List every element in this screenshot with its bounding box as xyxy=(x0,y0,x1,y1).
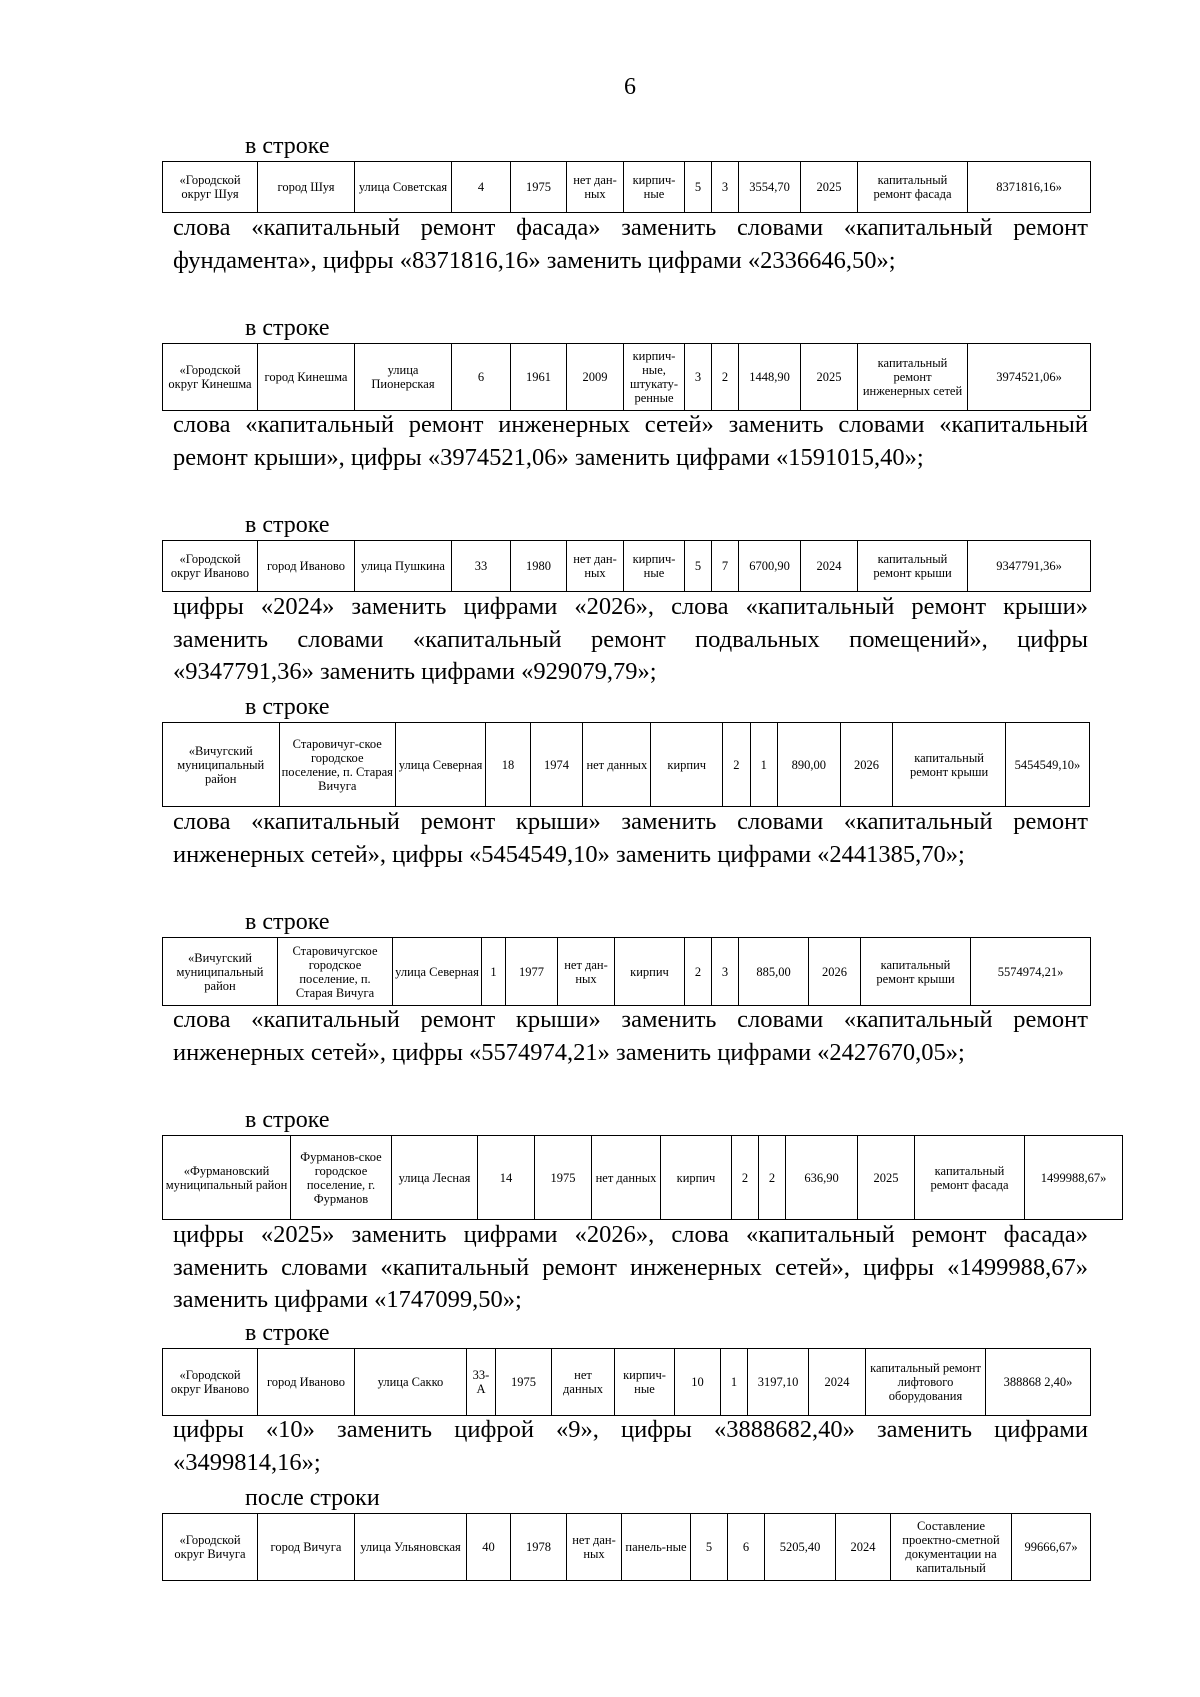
amendment-row-table xyxy=(162,540,1091,592)
cell-year-built: 1977 xyxy=(506,938,558,1006)
cell-work-type: капитальный ремонт фасада xyxy=(858,162,968,213)
cell-wall-material: кирпич-ные xyxy=(624,541,685,592)
cell-area: 5205,40 xyxy=(765,1514,836,1581)
cell-settlement: Фурманов-ское городское поселение, г. Фурманов xyxy=(291,1136,392,1220)
amendment-text: слова «капитальный ремонт крыши» заменить словами «капитальный ремонт инженерных сетей», цифры «5574974,21» заменить цифрами «2427670,05»; xyxy=(173,1006,1088,1066)
cell-house-number: 33-А xyxy=(467,1349,496,1416)
cell-work-type: капитальный ремонт крыши xyxy=(861,938,971,1006)
cell-street: улица Сакко xyxy=(355,1349,467,1416)
cell-municipality: «Городской округ Иваново xyxy=(163,1349,258,1416)
row-label: в строке xyxy=(245,1107,330,1133)
cell-area: 1448,90 xyxy=(739,344,801,411)
cell-year-built: 1975 xyxy=(511,162,567,213)
cell-floors: 10 xyxy=(675,1349,721,1416)
cell-floors: 3 xyxy=(685,344,712,411)
cell-last-repair-year: нет данных xyxy=(552,1349,615,1416)
cell-last-repair-year: нет данных xyxy=(583,723,651,807)
cell-house-number: 6 xyxy=(452,344,511,411)
cell-entrances: 3 xyxy=(712,938,739,1006)
cell-cost: 99666,67» xyxy=(1012,1514,1091,1581)
cell-municipality: «Вичугский муниципальный район xyxy=(163,723,280,807)
cell-entrances: 7 xyxy=(712,541,739,592)
cell-settlement: город Шуя xyxy=(258,162,355,213)
cell-wall-material: кирпич xyxy=(615,938,685,1006)
cell-house-number: 33 xyxy=(452,541,511,592)
cell-street: улица Пионерская xyxy=(355,344,452,411)
cell-plan-year: 2024 xyxy=(809,1349,866,1416)
cell-settlement: Старовичуг-ское городское поселение, п. Старая Вичуга xyxy=(279,723,396,807)
cell-last-repair-year: нет дан-ных xyxy=(567,1514,622,1581)
cell-work-type: капитальный ремонт лифтового оборудования xyxy=(866,1349,986,1416)
cell-municipality: «Городской округ Кинешма xyxy=(163,344,258,411)
cell-plan-year: 2024 xyxy=(801,541,858,592)
cell-work-type: капитальный ремонт фасада xyxy=(915,1136,1025,1220)
amendment-text: цифры «2024» заменить цифрами «2026», слова «капитальный ремонт крыши» заменить словами «капитальный ремонт подвальных помещений», цифры «9347791,36» заменить цифрами «929079,79»; xyxy=(173,593,1088,685)
cell-year-built: 1975 xyxy=(496,1349,552,1416)
cell-cost: 5454549,10» xyxy=(1005,723,1089,807)
cell-entrances: 2 xyxy=(759,1136,786,1220)
amendment-row-table xyxy=(162,343,1091,411)
cell-wall-material: кирпич-ные, штукату-ренные xyxy=(624,344,685,411)
cell-wall-material: кирпич xyxy=(651,723,723,807)
cell-last-repair-year: нет дан-ных xyxy=(567,541,624,592)
cell-house-number: 14 xyxy=(478,1136,535,1220)
cell-cost: 8371816,16» xyxy=(968,162,1091,213)
cell-entrances: 1 xyxy=(750,723,777,807)
amendment-text: слова «капитальный ремонт инженерных сетей» заменить словами «капитальный ремонт крыши», цифры «3974521,06» заменить цифрами «1591015,40»; xyxy=(173,411,1088,471)
row-label: в строке xyxy=(245,694,330,720)
page-number: 6 xyxy=(624,74,636,100)
cell-work-type: капитальный ремонт крыши xyxy=(893,723,1005,807)
cell-wall-material: кирпич xyxy=(661,1136,732,1220)
row-label: в строке xyxy=(245,909,330,935)
cell-settlement: город Иваново xyxy=(258,1349,355,1416)
cell-plan-year: 2026 xyxy=(809,938,861,1006)
cell-municipality: «Фурмановский муниципальный район xyxy=(163,1136,291,1220)
cell-cost: 388868 2,40» xyxy=(986,1349,1091,1416)
cell-floors: 5 xyxy=(685,162,712,213)
cell-floors: 5 xyxy=(685,541,712,592)
cell-street: улица Ульяновская xyxy=(355,1514,467,1581)
cell-plan-year: 2026 xyxy=(840,723,893,807)
cell-cost: 3974521,06» xyxy=(968,344,1091,411)
cell-area: 3554,70 xyxy=(739,162,801,213)
cell-settlement: Старовичугское городское поселение, п. Старая Вичуга xyxy=(278,938,393,1006)
cell-floors: 2 xyxy=(723,723,750,807)
cell-last-repair-year: нет данных xyxy=(592,1136,661,1220)
cell-entrances: 6 xyxy=(728,1514,765,1581)
cell-house-number: 18 xyxy=(486,723,531,807)
cell-cost: 1499988,67» xyxy=(1025,1136,1123,1220)
cell-house-number: 40 xyxy=(467,1514,511,1581)
cell-work-type: капитальный ремонт инженерных сетей xyxy=(858,344,968,411)
cell-floors: 2 xyxy=(732,1136,759,1220)
cell-area: 6700,90 xyxy=(739,541,801,592)
row-label: после строки xyxy=(245,1485,380,1511)
cell-municipality: «Городской округ Шуя xyxy=(163,162,258,213)
cell-settlement: город Кинешма xyxy=(258,344,355,411)
cell-area: 3197,10 xyxy=(748,1349,809,1416)
cell-house-number: 1 xyxy=(482,938,506,1006)
cell-work-type: капитальный ремонт крыши xyxy=(858,541,968,592)
cell-floors: 5 xyxy=(691,1514,728,1581)
cell-municipality: «Городской округ Вичуга xyxy=(163,1514,258,1581)
amendment-row-table xyxy=(162,937,1091,1006)
amendment-text: цифры «2025» заменить цифрами «2026», слова «капитальный ремонт фасада» заменить словами «капитальный ремонт инженерных сетей», цифры «1499988,67» заменить цифрами «1747099,50»; xyxy=(173,1221,1088,1313)
cell-cost: 5574974,21» xyxy=(971,938,1091,1006)
row-label: в строке xyxy=(245,315,330,341)
cell-last-repair-year: нет дан-ных xyxy=(558,938,615,1006)
cell-year-built: 1978 xyxy=(511,1514,567,1581)
cell-wall-material: панель-ные xyxy=(622,1514,691,1581)
cell-street: улица Северная xyxy=(393,938,482,1006)
cell-floors: 2 xyxy=(685,938,712,1006)
cell-work-type: Составление проектно-сметной документации на капитальный xyxy=(891,1514,1012,1581)
cell-year-built: 1975 xyxy=(535,1136,592,1220)
cell-plan-year: 2025 xyxy=(801,344,858,411)
cell-entrances: 2 xyxy=(712,344,739,411)
amendment-row-table xyxy=(162,1513,1091,1581)
cell-street: улица Советская xyxy=(355,162,452,213)
cell-municipality: «Вичугский муниципальный район xyxy=(163,938,278,1006)
cell-last-repair-year: 2009 xyxy=(567,344,624,411)
cell-settlement: город Вичуга xyxy=(258,1514,355,1581)
amendment-row-table xyxy=(162,161,1091,213)
cell-year-built: 1980 xyxy=(511,541,567,592)
amendment-text: цифры «10» заменить цифрой «9», цифры «3888682,40» заменить цифрами «3499814,16»; xyxy=(173,1416,1088,1476)
cell-municipality: «Городской округ Иваново xyxy=(163,541,258,592)
cell-wall-material: кирпич-ные xyxy=(615,1349,675,1416)
cell-year-built: 1974 xyxy=(530,723,583,807)
cell-street: улица Лесная xyxy=(392,1136,478,1220)
cell-house-number: 4 xyxy=(452,162,511,213)
cell-street: улица Северная xyxy=(396,723,486,807)
cell-plan-year: 2024 xyxy=(836,1514,891,1581)
cell-year-built: 1961 xyxy=(511,344,567,411)
amendment-row-table xyxy=(162,722,1090,807)
cell-entrances: 1 xyxy=(721,1349,748,1416)
amendment-text: слова «капитальный ремонт крыши» заменить словами «капитальный ремонт инженерных сетей», цифры «5454549,10» заменить цифрами «2441385,70»; xyxy=(173,808,1088,868)
amendment-text: слова «капитальный ремонт фасада» заменить словами «капитальный ремонт фундамента», цифры «8371816,16» заменить цифрами «2336646,50»; xyxy=(173,214,1088,274)
cell-entrances: 3 xyxy=(712,162,739,213)
cell-area: 885,00 xyxy=(739,938,809,1006)
row-label: в строке xyxy=(245,133,330,159)
cell-plan-year: 2025 xyxy=(801,162,858,213)
cell-street: улица Пушкина xyxy=(355,541,452,592)
cell-wall-material: кирпич-ные xyxy=(624,162,685,213)
cell-area: 890,00 xyxy=(777,723,840,807)
cell-cost: 9347791,36» xyxy=(968,541,1091,592)
amendment-row-table xyxy=(162,1348,1091,1416)
row-label: в строке xyxy=(245,1320,330,1346)
cell-settlement: город Иваново xyxy=(258,541,355,592)
cell-last-repair-year: нет дан-ных xyxy=(567,162,624,213)
amendment-row-table xyxy=(162,1135,1123,1220)
cell-area: 636,90 xyxy=(786,1136,858,1220)
row-label: в строке xyxy=(245,512,330,538)
cell-plan-year: 2025 xyxy=(858,1136,915,1220)
